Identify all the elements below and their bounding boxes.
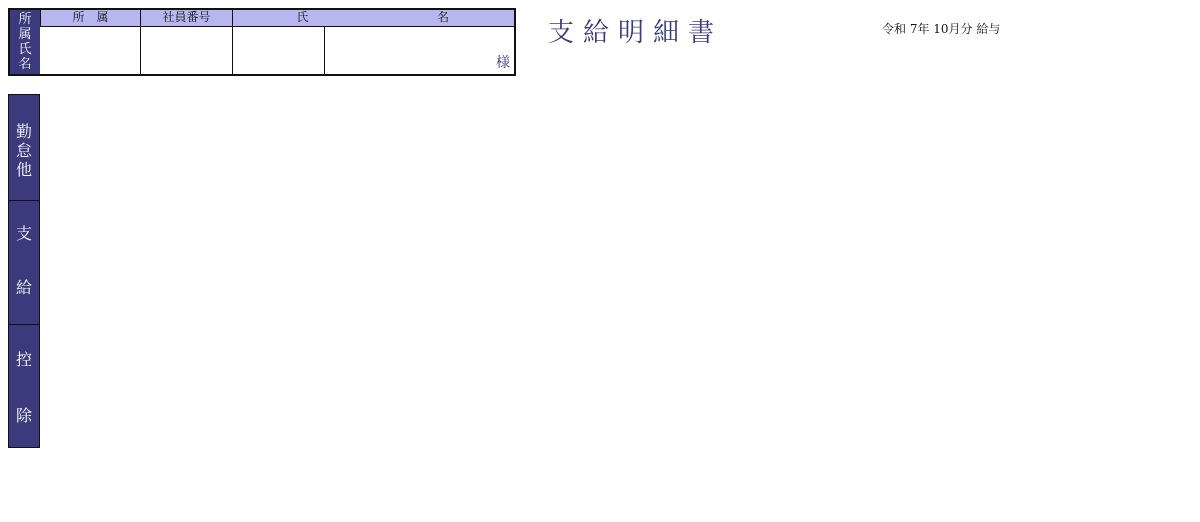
section-payment — [8, 200, 40, 325]
employee-header — [8, 8, 516, 76]
employee-no-value — [232, 26, 324, 74]
honorific: 様 — [496, 55, 510, 71]
header-label-row — [40, 10, 514, 27]
pay-period: 令和 7年 10月分 給与 — [882, 22, 1001, 36]
section-char: 怠 — [15, 141, 32, 160]
section-char: 他 — [15, 160, 32, 179]
dept-value — [140, 26, 232, 74]
section-deduction — [8, 324, 40, 448]
section-char: 給 — [15, 278, 32, 297]
name-label-left: 氏 — [232, 10, 372, 26]
dept-label: 所 属 — [40, 10, 140, 26]
section-char: 除 — [15, 406, 32, 425]
section-char: 支 — [15, 224, 32, 243]
section-char: 勤 — [15, 122, 32, 141]
header-side-char: 属 — [18, 27, 32, 42]
employee-no-label: 社員番号 — [140, 10, 232, 26]
name-label-right: 名 — [436, 10, 449, 24]
header-side-char: 所 — [18, 12, 32, 27]
header-side-char: 氏 — [18, 42, 32, 57]
section-attendance — [8, 94, 40, 201]
payslip-grid — [8, 94, 1188, 448]
section-char: 控 — [15, 350, 32, 369]
header-side-label — [10, 10, 40, 74]
document-title: 支給明細書 — [548, 18, 724, 48]
name-value — [324, 26, 514, 74]
header-side-char: 名 — [18, 57, 32, 72]
